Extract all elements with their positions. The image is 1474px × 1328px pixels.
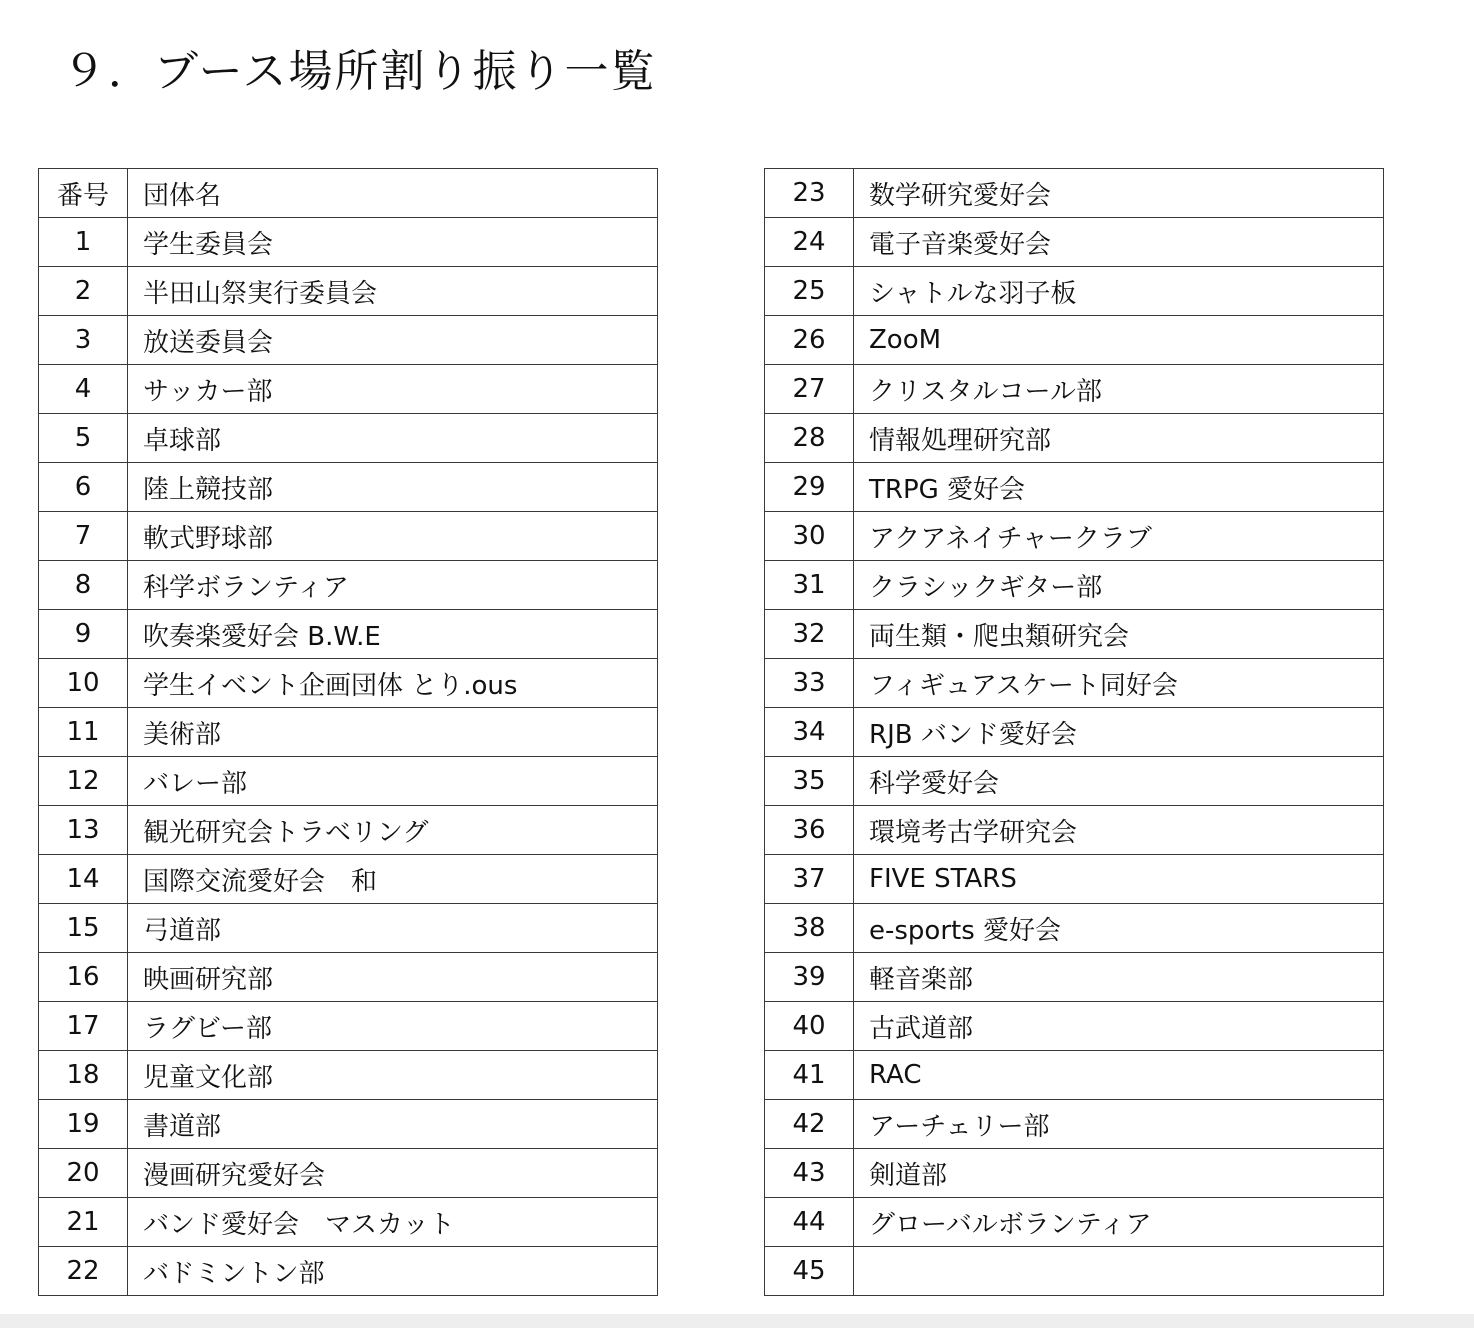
table-row: [765, 659, 1384, 708]
booth-number: 32: [765, 610, 854, 659]
booth-number: 6: [39, 463, 128, 512]
table-row: [765, 414, 1384, 463]
table-row: [765, 806, 1384, 855]
booth-number: 11: [39, 708, 128, 757]
booth-number: 5: [39, 414, 128, 463]
table-row: [765, 512, 1384, 561]
group-name: 剣道部: [854, 1149, 1384, 1198]
table-row: [765, 561, 1384, 610]
table-row: [765, 855, 1384, 904]
table-row: [39, 561, 658, 610]
group-name: シャトルな羽子板: [854, 267, 1384, 316]
group-name: 美術部: [128, 708, 658, 757]
booth-number: 23: [765, 169, 854, 218]
booth-number: 37: [765, 855, 854, 904]
group-name: ZooM: [854, 316, 1384, 365]
booth-number: 1: [39, 218, 128, 267]
table-row: [39, 1247, 658, 1296]
group-name: 電子音楽愛好会: [854, 218, 1384, 267]
group-name: 軟式野球部: [128, 512, 658, 561]
table-row: [39, 1100, 658, 1149]
table-row: [765, 218, 1384, 267]
group-name: 古武道部: [854, 1002, 1384, 1051]
group-name: 両生類・爬虫類研究会: [854, 610, 1384, 659]
group-name: 環境考古学研究会: [854, 806, 1384, 855]
table-row: [765, 169, 1384, 218]
group-name: 科学ボランティア: [128, 561, 658, 610]
table-row: [39, 855, 658, 904]
table-row: [39, 1002, 658, 1051]
booth-number: 9: [39, 610, 128, 659]
booth-number: 17: [39, 1002, 128, 1051]
table-row: [765, 757, 1384, 806]
booth-number: 26: [765, 316, 854, 365]
group-name: 映画研究部: [128, 953, 658, 1002]
booth-number: 10: [39, 659, 128, 708]
table-row: [765, 953, 1384, 1002]
group-name: FIVE STARS: [854, 855, 1384, 904]
booth-table-right-body: [765, 169, 1384, 1296]
booth-number: 13: [39, 806, 128, 855]
table-row: [39, 1149, 658, 1198]
group-name: 学生イベント企画団体 とり.ous: [128, 659, 658, 708]
group-name: 軽音楽部: [854, 953, 1384, 1002]
booth-number: 42: [765, 1100, 854, 1149]
booth-number: 7: [39, 512, 128, 561]
table-row: [39, 1198, 658, 1247]
table-row: [39, 463, 658, 512]
booth-number: 8: [39, 561, 128, 610]
table-row: [39, 757, 658, 806]
table-row: [765, 1100, 1384, 1149]
table-row: [765, 463, 1384, 512]
group-name: TRPG 愛好会: [854, 463, 1384, 512]
table-row: [39, 512, 658, 561]
group-name: 科学愛好会: [854, 757, 1384, 806]
table-row: [765, 365, 1384, 414]
table-row: [39, 953, 658, 1002]
table-row: [39, 267, 658, 316]
table-row: [765, 1002, 1384, 1051]
table-row: [765, 267, 1384, 316]
booth-number: 18: [39, 1051, 128, 1100]
booth-number: 35: [765, 757, 854, 806]
group-name: クラシックギター部: [854, 561, 1384, 610]
booth-number: 22: [39, 1247, 128, 1296]
booth-table-left-body: [39, 169, 658, 1296]
group-name: 陸上競技部: [128, 463, 658, 512]
table-row: [39, 218, 658, 267]
group-name: バドミントン部: [128, 1247, 658, 1296]
group-name: 情報処理研究部: [854, 414, 1384, 463]
table-row: [765, 610, 1384, 659]
booth-number: 12: [39, 757, 128, 806]
table-row: [39, 708, 658, 757]
group-name: RJB バンド愛好会: [854, 708, 1384, 757]
booth-number: 33: [765, 659, 854, 708]
booth-number: 44: [765, 1198, 854, 1247]
booth-number: 19: [39, 1100, 128, 1149]
booth-number: 39: [765, 953, 854, 1002]
booth-number: 31: [765, 561, 854, 610]
booth-number: 27: [765, 365, 854, 414]
table-row: [765, 1149, 1384, 1198]
group-name: 学生委員会: [128, 218, 658, 267]
booth-number: 43: [765, 1149, 854, 1198]
group-name: e-sports 愛好会: [854, 904, 1384, 953]
group-name: サッカー部: [128, 365, 658, 414]
group-name: アーチェリー部: [854, 1100, 1384, 1149]
page-title: ９．ブース場所割り振り一覧: [62, 46, 657, 97]
page-bottom-edge: [0, 1314, 1474, 1328]
table-row: [39, 806, 658, 855]
booth-number: 40: [765, 1002, 854, 1051]
booth-number: 2: [39, 267, 128, 316]
group-name: バンド愛好会 マスカット: [128, 1198, 658, 1247]
group-name: 吹奏楽愛好会 B.W.E: [128, 610, 658, 659]
group-name: [854, 1247, 1384, 1296]
booth-number: 15: [39, 904, 128, 953]
group-name: 半田山祭実行委員会: [128, 267, 658, 316]
group-name: 弓道部: [128, 904, 658, 953]
booth-number: 45: [765, 1247, 854, 1296]
group-name: 国際交流愛好会 和: [128, 855, 658, 904]
booth-number: 29: [765, 463, 854, 512]
booth-table-right: [764, 168, 1384, 1296]
booth-number: 24: [765, 218, 854, 267]
table-row: [765, 1198, 1384, 1247]
table-row: [765, 708, 1384, 757]
table-row: [39, 659, 658, 708]
table-header-row: [39, 169, 658, 218]
group-name: 児童文化部: [128, 1051, 658, 1100]
booth-number: 41: [765, 1051, 854, 1100]
group-name: 書道部: [128, 1100, 658, 1149]
booth-number: 21: [39, 1198, 128, 1247]
booth-number: 38: [765, 904, 854, 953]
booth-number: 30: [765, 512, 854, 561]
header-number: 番号: [39, 169, 128, 218]
table-row: [765, 316, 1384, 365]
table-row: [765, 904, 1384, 953]
booth-number: 14: [39, 855, 128, 904]
booth-number: 16: [39, 953, 128, 1002]
table-row: [765, 1051, 1384, 1100]
group-name: 卓球部: [128, 414, 658, 463]
group-name: クリスタルコール部: [854, 365, 1384, 414]
table-row: [39, 414, 658, 463]
booth-number: 34: [765, 708, 854, 757]
booth-number: 36: [765, 806, 854, 855]
group-name: ラグビー部: [128, 1002, 658, 1051]
group-name: グローバルボランティア: [854, 1198, 1384, 1247]
booth-table-left: [38, 168, 658, 1296]
table-row: [39, 316, 658, 365]
group-name: 漫画研究愛好会: [128, 1149, 658, 1198]
table-row: [39, 904, 658, 953]
header-group-name: 団体名: [128, 169, 658, 218]
group-name: RAC: [854, 1051, 1384, 1100]
table-row: [39, 365, 658, 414]
booth-number: 4: [39, 365, 128, 414]
group-name: アクアネイチャークラブ: [854, 512, 1384, 561]
table-row: [39, 1051, 658, 1100]
group-name: 観光研究会トラベリング: [128, 806, 658, 855]
table-row: [765, 1247, 1384, 1296]
group-name: バレー部: [128, 757, 658, 806]
booth-number: 3: [39, 316, 128, 365]
group-name: 数学研究愛好会: [854, 169, 1384, 218]
table-row: [39, 610, 658, 659]
group-name: フィギュアスケート同好会: [854, 659, 1384, 708]
booth-number: 25: [765, 267, 854, 316]
group-name: 放送委員会: [128, 316, 658, 365]
booth-number: 28: [765, 414, 854, 463]
booth-number: 20: [39, 1149, 128, 1198]
